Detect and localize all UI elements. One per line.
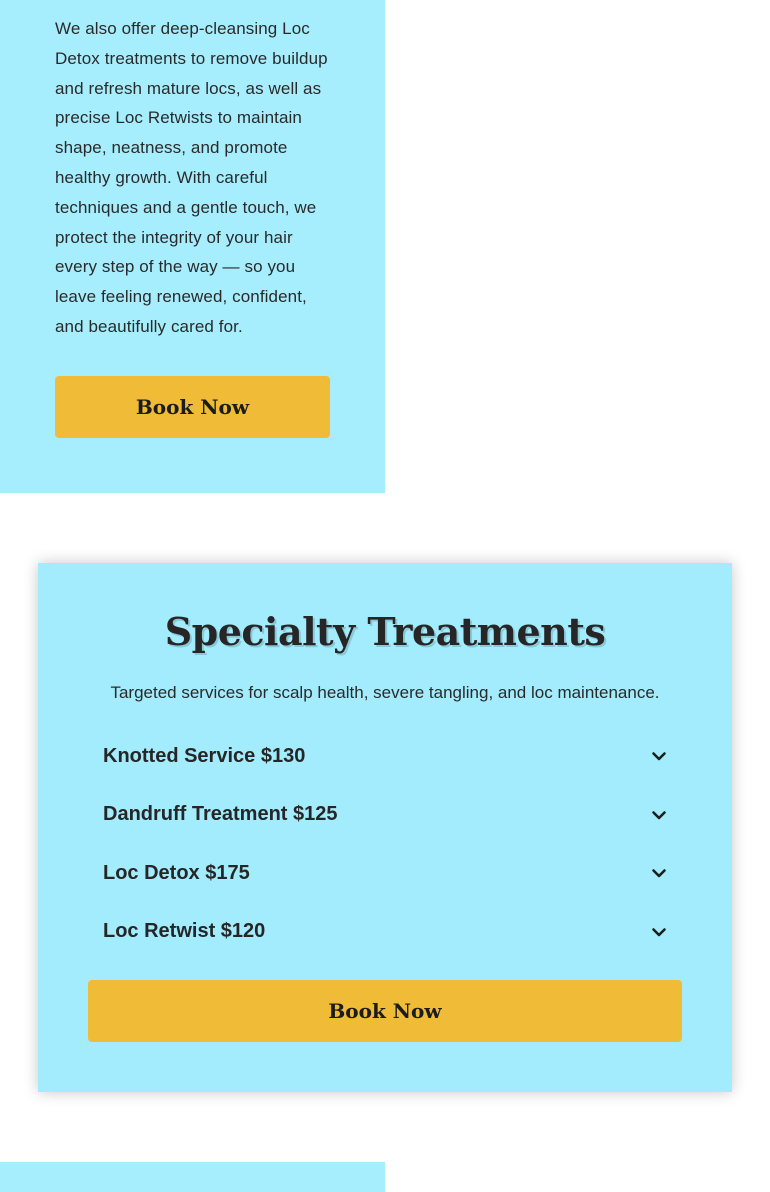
accordion-item-loc-retwist[interactable] xyxy=(88,903,682,962)
accordion-item-loc-detox[interactable] xyxy=(88,844,682,903)
section-subtitle: Targeted services for scalp health, severe tangling, and loc maintenance. xyxy=(110,683,660,702)
book-now-button[interactable]: Book Now xyxy=(88,980,682,1042)
book-now-button[interactable]: Book Now xyxy=(55,376,330,438)
section-title: Specialty Treatments xyxy=(164,609,606,654)
accordion-item-label: Loc Detox $175 xyxy=(103,861,250,884)
chevron-down-icon xyxy=(651,924,667,940)
loc-services-description: We also offer deep-cleansing Loc Detox treatments to remove buildup and refresh mature locs, as well as precise Loc Retwists to maintain shape, neatness, and promote healthy growth. With careful techniques and a gentle touch, we protect the integrity of your hair every step of the way — so you leave feeling renewed, confident, and beautifully cared for. xyxy=(55,19,328,336)
chevron-down-icon xyxy=(651,865,667,881)
specialty-treatments-card xyxy=(38,563,732,1092)
accordion-item-label: Dandruff Treatment $125 xyxy=(103,803,338,826)
accordion-item-label: Knotted Service $130 xyxy=(103,744,306,767)
accordion-item-dandruff-treatment[interactable] xyxy=(88,786,682,845)
chevron-down-icon xyxy=(651,748,667,764)
treatment-accordion xyxy=(88,727,682,961)
next-section-panel xyxy=(0,1162,385,1192)
accordion-item-label: Loc Retwist $120 xyxy=(103,920,266,943)
chevron-down-icon xyxy=(651,807,667,823)
accordion-item-knotted-service[interactable] xyxy=(88,727,682,786)
loc-services-panel xyxy=(0,0,385,493)
